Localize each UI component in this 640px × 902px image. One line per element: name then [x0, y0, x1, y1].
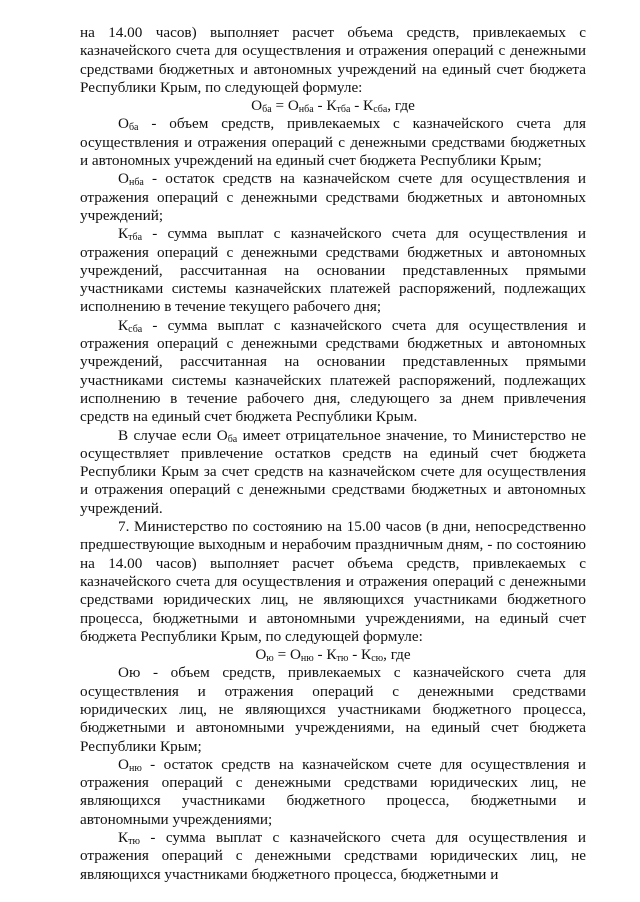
formula-term: К [361, 646, 372, 664]
definition-symbol: Ою [118, 664, 141, 682]
formula-operator: - [313, 646, 327, 664]
formula-subscript: нба [298, 104, 314, 116]
definition-subscript: тба [128, 232, 143, 244]
paragraph-item-7: 7. Министерство по состоянию на 15.00 часов (в дни, непосредственно предшествующие выходным и нерабочим праздничным дням, - по состоянию на 14.00 часов) выполняет расчет объема средств, привлекаемых с казначейского счета для осуществления и отражения операций с денежными средствами юридических лиц, не являющихся участниками бюджетного процесса, бюджетными и автономными учреждениями, на единый счет бюджета Республики Крым, по следующей формуле: [80, 518, 586, 645]
formula-operator: - [313, 97, 327, 115]
formula-tail: , где [383, 646, 411, 664]
formula-operator: - [348, 646, 362, 664]
definition-onyu [80, 756, 586, 829]
definition-subscript: тю [128, 836, 140, 848]
definition-ksba [80, 317, 586, 427]
definition-symbol: К [118, 829, 129, 847]
formula-term: О [289, 646, 301, 664]
definition-text: - сумма выплат с казначейского счета для осуществления и отражения операций с денежными средствами юридических лиц, не являющихся участниками бюджетного процесса, бюджетными и [80, 829, 586, 883]
definition-text: - сумма выплат с казначейского счета для осуществления и отражения операций с денежными средствами бюджетных и автономных учреждений, рассчитанная на основании представленных прямыми участниками системы казначейских платежей распоряжений, подлежащих исполнению в течение рабочего дня, следующего за днем привлечения средств на единый счет бюджета Республики Крым. [80, 316, 586, 426]
formula-subscript: сю [371, 653, 384, 665]
definition-symbol: О [118, 170, 129, 188]
formula-term: К [326, 646, 337, 664]
definition-ktyu [80, 829, 586, 884]
formula-subscript: тба [336, 104, 351, 116]
definition-onba [80, 170, 586, 225]
formula-subscript: ню [300, 653, 314, 665]
definition-text: - остаток средств на казначейском счете для осуществления и отражения операций с денежными средствами бюджетных и автономных учреждений; [80, 170, 586, 224]
note-symbol: О [216, 426, 228, 444]
paragraph-intro: на 14.00 часов) выполняет расчет объема средств, привлекаемых с казначейского счета для осуществления и отражения операций с денежными средствами бюджетных и автономных учреждений на единый счет бюджета Республики Крым, по следующей формуле: [80, 24, 586, 96]
definition-text: - объем средств, привлекаемых с казначейского счета для осуществления и отражения операций с денежными средствами юридических лиц, не являющихся участниками бюджетного процесса, бюджетными и автономными учреждениями, на единый счет бюджета Республики Крым; [80, 664, 586, 755]
note-negative-oba [80, 427, 586, 518]
definition-ktba [80, 225, 586, 316]
formula-oba [80, 97, 586, 115]
formula-tail: , где [387, 97, 415, 115]
formula-term: К [363, 97, 374, 115]
formula-oyu [80, 646, 586, 664]
definition-text: - остаток средств на казначейском счете для осуществления и отражения операций с денежными средствами юридических лиц, не являющихся участниками бюджетного процесса, бюджетными и автономными учреждениями; [80, 755, 586, 828]
formula-operator: = [271, 97, 288, 115]
note-prefix: В случае если [118, 426, 217, 444]
formula-subscript: ю [266, 653, 274, 665]
definition-subscript: ню [128, 762, 142, 774]
formula-term: О [251, 97, 263, 115]
formula-operator: - [350, 97, 364, 115]
formula-term: О [287, 97, 299, 115]
definition-oba [80, 115, 586, 170]
formula-subscript: сба [373, 104, 388, 116]
note-subscript: ба [227, 433, 238, 445]
definition-subscript: нба [128, 177, 144, 189]
note-text: имеет отрицательное значение, то Министерство не осуществляет привлечение остатков средств на единый счет бюджета Республики Крым за счет средств на казначейском счете для осуществления и отражения операций с денежными средствами бюджетных и автономных учреждений. [80, 426, 586, 517]
definition-symbol: О [118, 115, 129, 133]
formula-term: О [255, 646, 267, 664]
definition-subscript: сба [128, 323, 143, 335]
formula-operator: = [273, 646, 290, 664]
definition-symbol: К [118, 225, 129, 243]
definition-oyu [80, 664, 586, 755]
definition-subscript: ба [128, 122, 139, 134]
formula-subscript: тю [336, 653, 349, 665]
formula-term: К [326, 97, 337, 115]
definition-text: - сумма выплат с казначейского счета для осуществления и отражения операций с денежными средствами бюджетных и автономных учреждений, рассчитанная на основании представленных прямыми участниками системы казначейских платежей распоряжений, подлежащих исполнению в течение текущего рабочего дня; [80, 225, 586, 316]
document-page [80, 24, 586, 884]
definition-symbol: О [118, 755, 129, 773]
formula-subscript: ба [262, 104, 272, 116]
definition-symbol: К [118, 316, 129, 334]
definition-text: - объем средств, привлекаемых с казначейского счета для осуществления и отражения операций с денежными средствами бюджетных и автономных учреждений на единый счет бюджета Республики Крым; [80, 115, 586, 170]
